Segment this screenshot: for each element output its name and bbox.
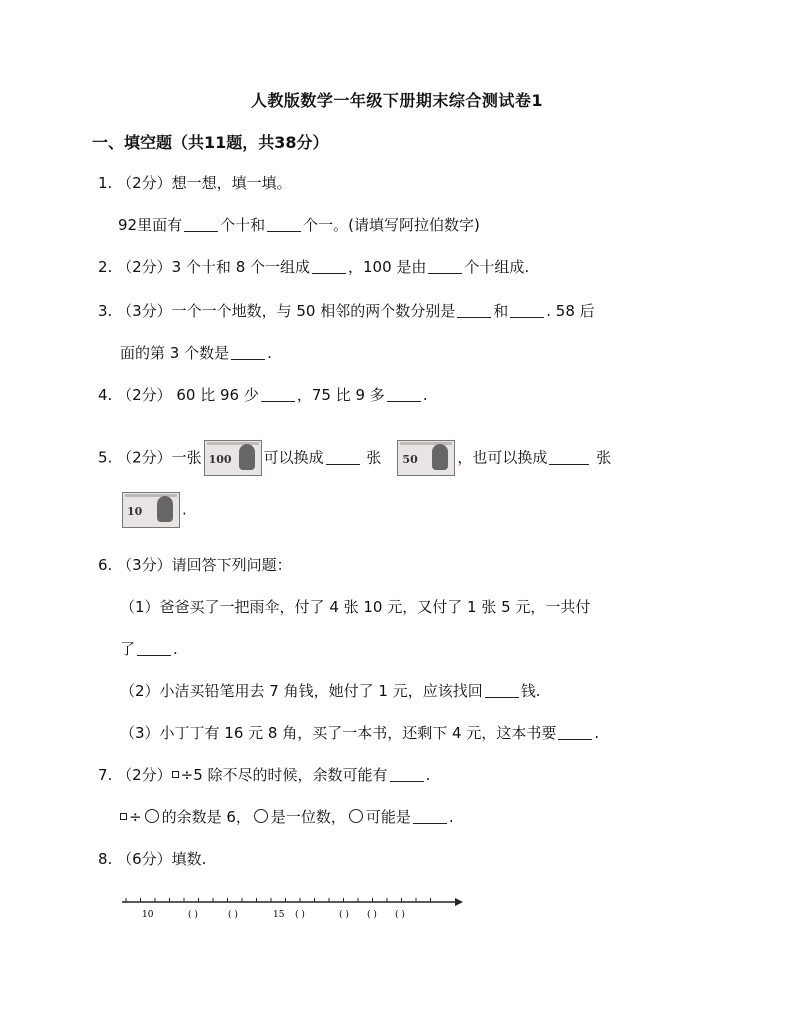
question-6-heading: 6. （3分）请回答下列问题： (98, 556, 292, 574)
banknote-image: 10 (122, 492, 180, 528)
question-3-line1 (98, 300, 595, 322)
numberline-label-15: 15 (273, 910, 285, 920)
q5-text-a: 5. （2分）一张 (98, 448, 202, 467)
q3-text-b: 和 (493, 302, 509, 320)
answer-blank[interactable] (428, 257, 462, 274)
square-symbol-icon (120, 813, 127, 820)
answer-blank[interactable] (231, 343, 265, 360)
answer-blank[interactable] (312, 257, 346, 274)
q5-text-c: 张 (361, 448, 382, 467)
q2-text-b: ，100 是由 (348, 258, 427, 276)
q6-text: （2）小洁买铅笔用去 7 角钱，她付了 1 元，应该找回 (120, 682, 483, 700)
q6-text: （3）小丁丁有 16 元 8 角，买了一本书，还剩下 4 元，这本书要 (120, 724, 557, 742)
q7-text: 是一位数， (270, 808, 346, 826)
q7-text: 的余数是 6， (161, 808, 251, 826)
answer-blank[interactable] (558, 723, 592, 740)
q6-text: . (594, 724, 600, 742)
q7-text: 7. （2分） (98, 766, 172, 784)
q5-text-f: . (182, 500, 187, 519)
answer-blank[interactable] (387, 385, 421, 402)
q7-text: ÷5 除不尽的时候，余数可能有 (180, 766, 388, 784)
answer-blank[interactable] (137, 639, 171, 656)
banknote-image: 50 (397, 440, 455, 476)
question-6-part1-line1: （1）爸爸买了一把雨伞，付了 4 张 10 元，又付了 1 张 5 元，一共付 (120, 598, 591, 616)
banknote-image: 100 (204, 440, 262, 476)
q5-text-e: 张 (591, 448, 612, 467)
numberline-label-10: 10 (142, 910, 154, 920)
q3-text-c: . 58 后 (546, 302, 595, 320)
q4-text-a: 4. （2分） 60 比 96 少 (98, 386, 259, 404)
q6-text: . (173, 640, 178, 658)
square-symbol-icon (172, 771, 179, 778)
question-5-line2 (120, 492, 187, 528)
q7-text: . (425, 766, 431, 784)
numberline-blank[interactable]: ( ) (339, 910, 349, 920)
question-1-body (118, 214, 480, 236)
answer-blank[interactable] (413, 807, 447, 824)
answer-blank[interactable] (457, 301, 491, 318)
q1-text-a: 92里面有 (118, 216, 183, 234)
question-3-line2 (120, 342, 272, 364)
q7-text: . (448, 808, 454, 826)
q1-text-b: 个十和 (220, 216, 266, 234)
circle-symbol-icon (349, 809, 363, 823)
question-5-line1 (98, 440, 611, 476)
numberline-blank[interactable]: ( ) (395, 910, 405, 920)
numberline-blank[interactable]: ( ) (228, 910, 238, 920)
q5-text-b: 可以换成 (263, 448, 324, 467)
number-line (120, 892, 465, 922)
question-7-line1 (98, 764, 430, 786)
q3-text-d: 面的第 3 个数是 (120, 344, 230, 362)
section-heading: 一、填空题（共11题，共38分） (92, 133, 329, 152)
circle-symbol-icon (254, 809, 268, 823)
q7-text: 可能是 (365, 808, 411, 826)
answer-blank[interactable] (267, 215, 301, 232)
q7-text: ÷ (129, 808, 142, 826)
q2-text-c: 个十组成. (464, 258, 530, 276)
answer-blank[interactable] (261, 385, 295, 402)
numberline-blank[interactable]: ( ) (295, 910, 305, 920)
q1-text-c: 个一。(请填写阿拉伯数字) (303, 216, 480, 234)
question-7-line2 (120, 806, 454, 828)
circle-symbol-icon (145, 809, 159, 823)
q3-text-a: 3. （3分）一个一个地数，与 50 相邻的两个数分别是 (98, 302, 456, 320)
numberline-blank[interactable]: ( ) (367, 910, 377, 920)
question-2 (98, 256, 529, 278)
q2-text-a: 2. （2分）3 个十和 8 个一组成 (98, 258, 311, 276)
question-8-heading: 8. （6分）填数. (98, 850, 207, 868)
answer-blank[interactable] (390, 765, 424, 782)
q5-text-d: ，也可以换成 (457, 448, 548, 467)
q6-text: 了 (120, 640, 136, 658)
question-6-part1-line2 (120, 638, 178, 660)
answer-blank[interactable] (184, 215, 218, 232)
question-6-part3 (120, 722, 599, 744)
q3-text-e: . (267, 344, 272, 362)
numberline-blank[interactable]: ( ) (188, 910, 198, 920)
answer-blank[interactable] (326, 448, 360, 465)
question-4 (98, 384, 428, 406)
question-6-part2 (120, 680, 541, 702)
question-1-heading: 1. （2分）想一想，填一填。 (98, 174, 292, 192)
answer-blank[interactable] (510, 301, 544, 318)
q4-text-c: . (422, 386, 428, 404)
answer-blank[interactable] (549, 448, 589, 465)
page-title: 人教版数学一年级下册期末综合测试卷1 (250, 91, 544, 110)
q6-text: 钱. (520, 682, 541, 700)
q4-text-b: ，75 比 9 多 (296, 386, 385, 404)
answer-blank[interactable] (485, 681, 519, 698)
